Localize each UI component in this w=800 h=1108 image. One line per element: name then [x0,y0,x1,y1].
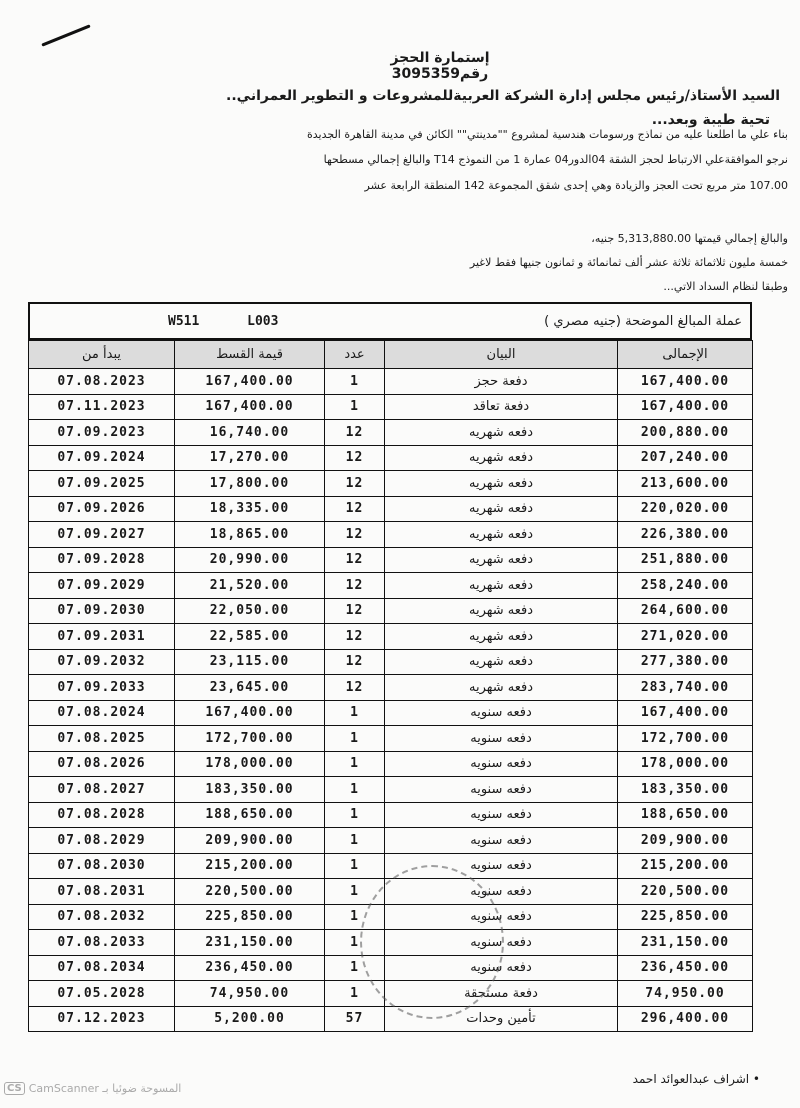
description-cell: دفعه شهريه [385,420,618,446]
unit-codes [38,314,318,329]
installment-value-cell: 178,000.00 [175,751,325,777]
total-cell: 215,200.00 [618,853,753,879]
paragraph-line-1: بناء علي ما اطلعنا عليه من نماذج ورسومات هندسية لمشروع ""مدينتي"" الكائن في مدينة القاهرة الجديدة [306,128,788,141]
start-date-cell: 07.08.2025 [29,726,175,752]
count-cell: 12 [325,573,385,599]
count-cell: 12 [325,624,385,650]
start-date-cell: 07.08.2030 [29,853,175,879]
description-cell: دفعه سنويه [385,726,618,752]
description-cell: دفعه شهريه [385,496,618,522]
installment-value-cell: 188,650.00 [175,802,325,828]
col-start: يبدأ من [29,341,175,369]
start-date-cell: 07.09.2029 [29,573,175,599]
start-date-cell: 07.11.2023 [29,394,175,420]
count-cell: 1 [325,726,385,752]
start-date-cell: 07.08.2027 [29,777,175,803]
installment-value-cell: 18,865.00 [175,522,325,548]
installment-value-cell: 183,350.00 [175,777,325,803]
total-cell: 236,450.00 [618,955,753,981]
official-stamp [360,865,504,1019]
description-cell: دفعه شهريه [385,445,618,471]
total-cell: 172,700.00 [618,726,753,752]
description-cell: دفعه سنويه [385,904,618,930]
count-cell: 12 [325,598,385,624]
camscanner-icon: CS [4,1082,25,1095]
table-row [29,445,753,471]
installment-value-cell: 23,115.00 [175,649,325,675]
table-row [29,496,753,522]
count-cell: 1 [325,751,385,777]
count-cell: 1 [325,930,385,956]
code-2: L003 [247,313,279,329]
greeting: تحية طيبة وبعد... [651,112,770,128]
scanner-watermark [4,1082,181,1095]
installment-value-cell: 220,500.00 [175,879,325,905]
description-cell: دفعه سنويه [385,853,618,879]
description-cell: دفعه شهريه [385,471,618,497]
table-row [29,573,753,599]
total-cell: 74,950.00 [618,981,753,1007]
col-total: الإجمالى [618,341,753,369]
description-cell: دفعه سنويه [385,879,618,905]
total-cell: 213,600.00 [618,471,753,497]
installment-value-cell: 23,645.00 [175,675,325,701]
table-row [29,1006,753,1032]
total-cell: 183,350.00 [618,777,753,803]
start-date-cell: 07.08.2023 [29,369,175,395]
paragraph-line-3: 107.00 متر مربع تحت العجز والزيادة وهي إحدى شقق المجموعة 142 المنطقة الرابعة عشر [364,179,788,192]
count-cell: 12 [325,675,385,701]
start-date-cell: 07.08.2024 [29,700,175,726]
header-row [29,341,753,369]
table-row [29,700,753,726]
table-row [29,394,753,420]
count-cell: 12 [325,471,385,497]
total-cell: 207,240.00 [618,445,753,471]
start-date-cell: 07.05.2028 [29,981,175,1007]
installment-value-cell: 225,850.00 [175,904,325,930]
start-date-cell: 07.09.2025 [29,471,175,497]
count-cell: 1 [325,955,385,981]
start-date-cell: 07.09.2028 [29,547,175,573]
description-cell: دفعه سنويه [385,828,618,854]
total-cell: 277,380.00 [618,649,753,675]
total-cell: 220,500.00 [618,879,753,905]
table-row [29,522,753,548]
start-date-cell: 07.08.2034 [29,955,175,981]
total-cell: 258,240.00 [618,573,753,599]
total-cell: 220,020.00 [618,496,753,522]
addressee: السيد الأستاذ/رئيس مجلس إدارة الشركة العربيةللمشروعات و التطوير العمراني.. [226,88,780,104]
installment-value-cell: 17,270.00 [175,445,325,471]
total-cell: 271,020.00 [618,624,753,650]
total-cell: 251,880.00 [618,547,753,573]
table-row [29,828,753,854]
installment-value-cell: 17,800.00 [175,471,325,497]
description-cell: دفعه شهريه [385,547,618,573]
start-date-cell: 07.08.2028 [29,802,175,828]
start-date-cell: 07.08.2031 [29,879,175,905]
table-row [29,777,753,803]
description-cell: دفعه شهريه [385,624,618,650]
total-cell: 167,400.00 [618,394,753,420]
start-date-cell: 07.09.2033 [29,675,175,701]
installment-value-cell: 20,990.00 [175,547,325,573]
code-1: W511 [168,313,200,329]
pen-mark [41,24,90,46]
start-date-cell: 07.09.2030 [29,598,175,624]
form-title: إستمارة الحجز رقم3095359 [390,50,490,82]
installment-value-cell: 209,900.00 [175,828,325,854]
description-cell: دفعة تعاقد [385,394,618,420]
description-cell: دفعه سنويه [385,777,618,803]
currency-label: عملة المبالغ الموضحة (جنيه مصري ) [544,313,742,329]
start-date-cell: 07.09.2026 [29,496,175,522]
installment-value-cell: 167,400.00 [175,369,325,395]
paragraph-line-2: نرجو الموافقةعلي الارتباط لحجز الشقة 04الدور04 عمارة 1 من النموذج T14 والبالغ إجمالي مسطحها [323,153,788,166]
installment-value-cell: 16,740.00 [175,420,325,446]
description-cell: دفعه شهريه [385,598,618,624]
total-value-line: والبالغ إجمالي قيمتها 5,313,880.00 جنيه، [591,232,788,245]
count-cell: 1 [325,369,385,395]
start-date-cell: 07.08.2032 [29,904,175,930]
description-cell: دفعة مستحقة [385,981,618,1007]
total-cell: 225,850.00 [618,904,753,930]
start-date-cell: 07.12.2023 [29,1006,175,1032]
total-cell: 226,380.00 [618,522,753,548]
count-cell: 1 [325,394,385,420]
count-cell: 1 [325,700,385,726]
currency-row [28,302,752,340]
start-date-cell: 07.08.2033 [29,930,175,956]
table-row [29,853,753,879]
description-cell: دفعه سنويه [385,802,618,828]
installment-value-cell: 18,335.00 [175,496,325,522]
start-date-cell: 07.09.2031 [29,624,175,650]
footer-note: • اشراف عبدالعوائد احمد [632,1072,760,1086]
description-cell: دفعه شهريه [385,675,618,701]
start-date-cell: 07.09.2023 [29,420,175,446]
total-cell: 178,000.00 [618,751,753,777]
installment-value-cell: 22,585.00 [175,624,325,650]
total-cell: 296,400.00 [618,1006,753,1032]
description-cell: دفعه شهريه [385,522,618,548]
start-date-cell: 07.09.2027 [29,522,175,548]
col-count: عدد [325,341,385,369]
count-cell: 1 [325,981,385,1007]
scanner-label: CamScanner المسوحة ضوئيا بـ [28,1082,182,1095]
count-cell: 1 [325,802,385,828]
table-row [29,471,753,497]
table-row [29,369,753,395]
table-row [29,726,753,752]
table-row [29,675,753,701]
installment-value-cell: 231,150.00 [175,930,325,956]
installment-value-cell: 172,700.00 [175,726,325,752]
installment-value-cell: 215,200.00 [175,853,325,879]
total-cell: 209,900.00 [618,828,753,854]
table-row [29,649,753,675]
count-cell: 12 [325,649,385,675]
count-cell: 12 [325,496,385,522]
installment-value-cell: 167,400.00 [175,700,325,726]
count-cell: 1 [325,828,385,854]
installment-value-cell: 5,200.00 [175,1006,325,1032]
installment-value-cell: 21,520.00 [175,573,325,599]
start-date-cell: 07.09.2032 [29,649,175,675]
description-cell: دفعه سنويه [385,930,618,956]
col-installment: قيمة القسط [175,341,325,369]
installment-value-cell: 167,400.00 [175,394,325,420]
col-description: البيان [385,341,618,369]
table-row [29,598,753,624]
start-date-cell: 07.09.2024 [29,445,175,471]
count-cell: 12 [325,522,385,548]
start-date-cell: 07.08.2029 [29,828,175,854]
installment-value-cell: 74,950.00 [175,981,325,1007]
table-row [29,751,753,777]
count-cell: 12 [325,547,385,573]
installment-value-cell: 22,050.00 [175,598,325,624]
count-cell: 1 [325,904,385,930]
description-cell: دفعه سنويه [385,751,618,777]
table-row [29,624,753,650]
payment-intro: وطبقا لنظام السداد الاتي... [663,280,788,293]
count-cell: 57 [325,1006,385,1032]
description-cell: دفعه شهريه [385,649,618,675]
total-cell: 200,880.00 [618,420,753,446]
total-cell: 231,150.00 [618,930,753,956]
total-cell: 264,600.00 [618,598,753,624]
description-cell: دفعة حجز [385,369,618,395]
total-cell: 188,650.00 [618,802,753,828]
total-cell: 283,740.00 [618,675,753,701]
total-cell: 167,400.00 [618,369,753,395]
description-cell: دفعه سنويه [385,700,618,726]
count-cell: 1 [325,777,385,803]
description-cell: دفعه شهريه [385,573,618,599]
start-date-cell: 07.08.2026 [29,751,175,777]
count-cell: 1 [325,879,385,905]
description-cell: تأمين وحدات [385,1006,618,1032]
table-row [29,420,753,446]
count-cell: 1 [325,853,385,879]
installment-value-cell: 236,450.00 [175,955,325,981]
table-row [29,802,753,828]
total-value-words: خمسة مليون ثلاثمائة ثلاثة عشر ألف ثمانمائة و ثمانون جنيها فقط لاغير [469,256,788,269]
description-cell: دفعه سنويه [385,955,618,981]
count-cell: 12 [325,445,385,471]
count-cell: 12 [325,420,385,446]
total-cell: 167,400.00 [618,700,753,726]
table-row [29,547,753,573]
